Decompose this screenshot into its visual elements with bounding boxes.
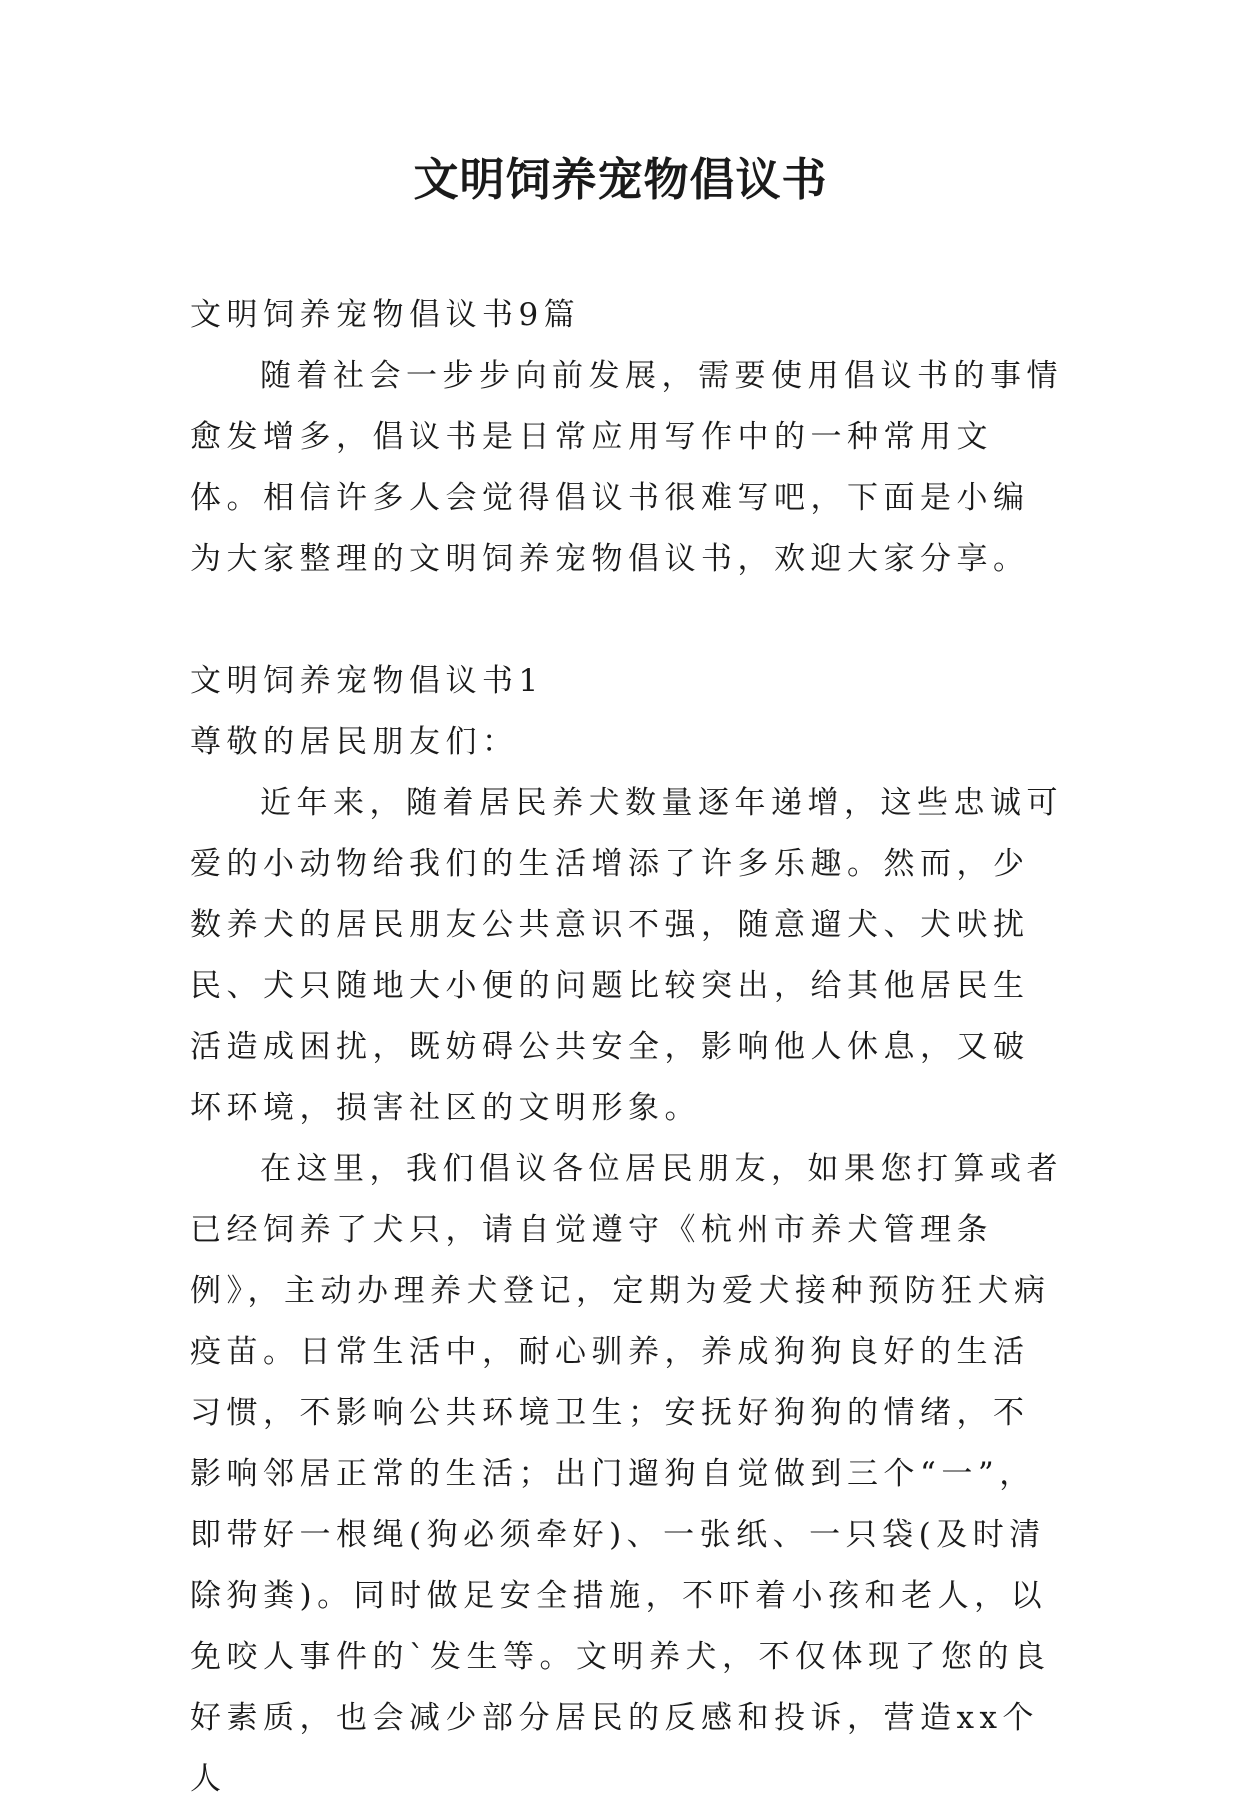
- intro-paragraph: 随着社会一步步向前发展，需要使用倡议书的事情愈发增多，倡议书是日常应用写作中的一种常用文体。相信许多人会觉得倡议书很难写吧，下面是小编为大家整理的文明饲养宠物倡议书，欢迎大家分享。: [190, 358, 1063, 577]
- document-body: [190, 285, 1065, 1810]
- paragraph-spacer: [190, 590, 1065, 651]
- body-paragraph-2: 在这里，我们倡议各位居民朋友，如果您打算或者已经饲养了犬只，请自觉遵守《杭州市养犬管理条例》，主动办理养犬登记，定期为爱犬接种预防狂犬病疫苗。日常生活中，耐心驯养，养成狗狗良好的生活习惯，不影响公共环境卫生；安抚好狗狗的情绪，不影响邻居正常的生活；出门遛狗自觉做到三个“一”，即带好一根绳(狗必须牵好)、一张纸、一只袋(及时清除狗粪)。同时做足安全措施，不吓着小孩和老人，以免咬人事件的`发生等。文明养犬，不仅体现了您的良好素质，也会减少部分居民的反感和投诉，营造xx个人: [190, 1151, 1063, 1797]
- document-subtitle: 文明饲养宠物倡议书9篇: [190, 297, 581, 333]
- section-heading: 文明饲养宠物倡议书1: [190, 663, 544, 699]
- document-title: 文明饲养宠物倡议书: [413, 153, 828, 206]
- body-paragraph-1: 近年来，随着居民养犬数量逐年递增，这些忠诚可爱的小动物给我们的生活增添了许多乐趣。然而，少数养犬的居民朋友公共意识不强，随意遛犬、犬吠扰民、犬只随地大小便的问题比较突出，给其他居民生活造成困扰，既妨碍公共安全，影响他人休息，又破坏环境，损害社区的文明形象。: [190, 785, 1063, 1126]
- salutation: 尊敬的居民朋友们：: [190, 724, 519, 760]
